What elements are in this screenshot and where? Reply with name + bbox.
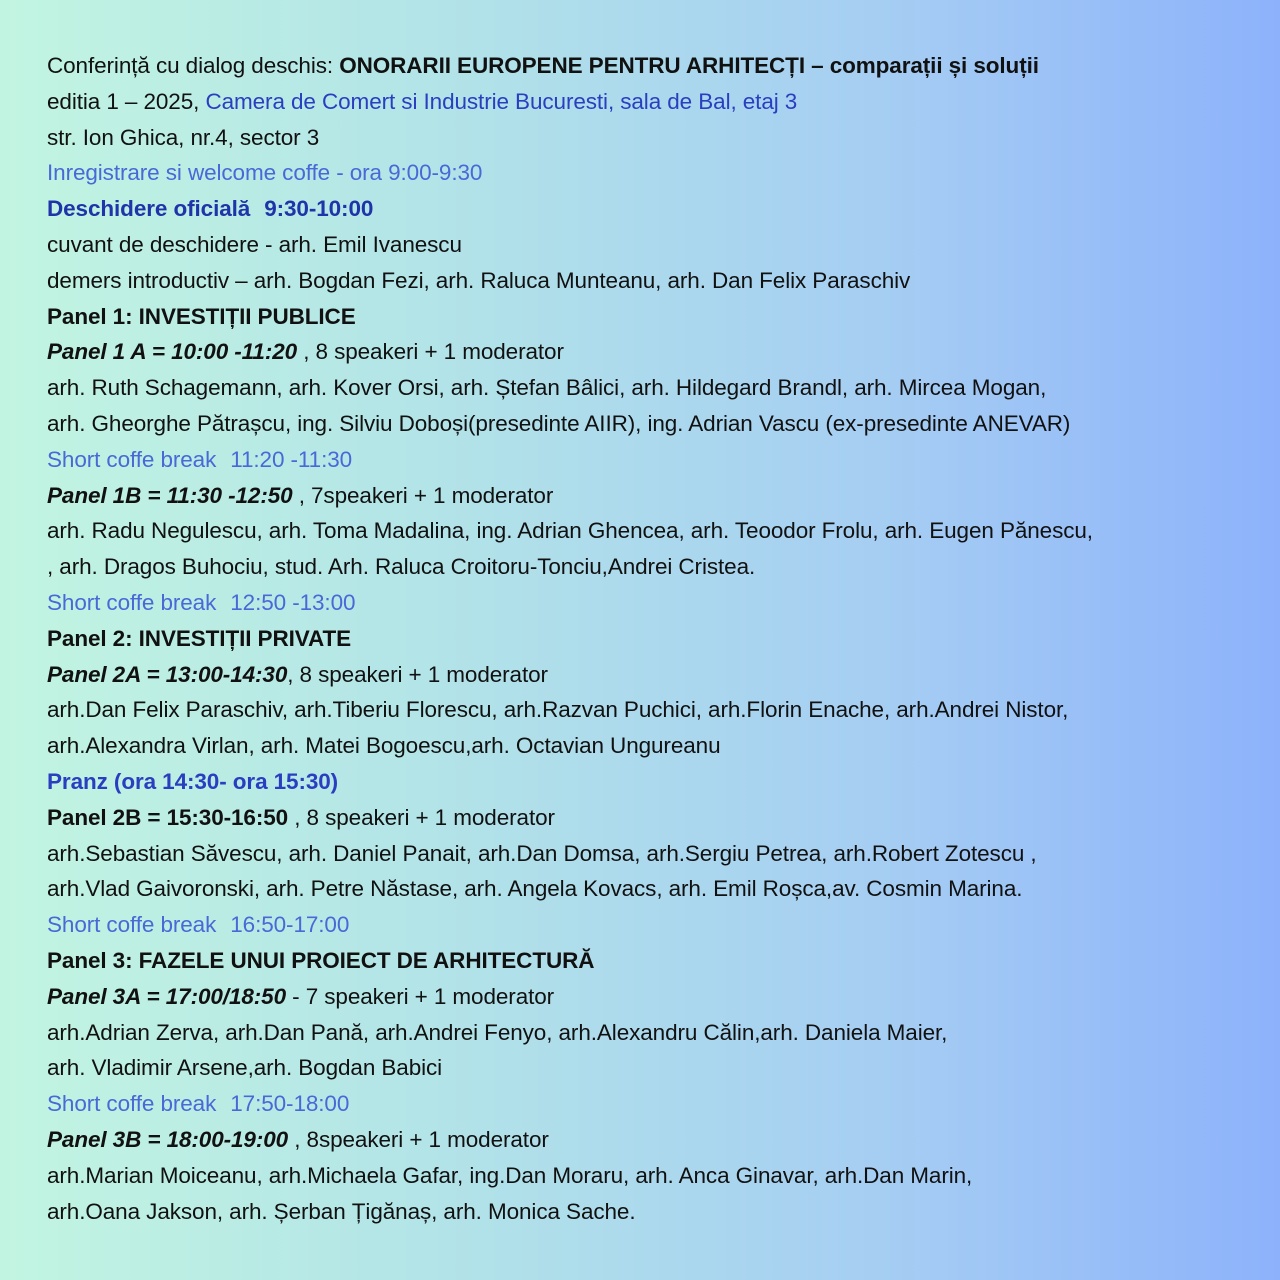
coffee-break [47,1086,1247,1122]
subpanel-line [47,979,1247,1015]
subpanel-detail: - 7 speakeri + 1 moderator [286,983,555,1009]
panel-heading: Panel 3: FAZELE UNUI PROIECT DE ARHITECTURĂ [47,947,595,973]
speakers-line: arh.Dan Felix Paraschiv, arh.Tiberiu Florescu, arh.Razvan Puchici, arh.Florin Enache, arh.Andrei Nistor, [47,697,1069,723]
speakers-line: , arh. Dragos Buhociu, stud. Arh. Raluca Croitoru-Tonciu,Andrei Cristea. [47,554,756,580]
speakers-line: arh. Gheorghe Pătrașcu, ing. Silviu Doboși(presedinte AIIR), ing. Adrian Vascu (ex-presedinte ANEVAR) [47,410,1071,436]
break-time: 17:50-18:00 [230,1091,350,1117]
subpanel-label: Panel 2B = 15:30-16:50 [47,804,289,830]
break-label: Short coffe break [47,446,217,472]
opening-intro: demers introductiv – arh. Bogdan Fezi, arh. Raluca Munteanu, arh. Dan Felix Paraschiv [47,267,911,293]
coffee-break [47,585,1247,621]
conference-prefix: Conferință cu dialog deschis: [47,53,334,78]
panel-heading: Panel 1: INVESTIȚII PUBLICE [47,303,356,329]
speakers-line: arh.Sebastian Săvescu, arh. Daniel Panait, arh.Dan Domsa, arh.Sergiu Petrea, arh.Robert Zotescu , [47,840,1037,866]
coffee-break [47,442,1247,478]
edition: editia 1 – 2025, [47,88,200,114]
opening-speech: cuvant de deschidere - arh. Emil Ivanescu [47,231,462,257]
edition-line [47,84,1247,120]
subpanel-label: Panel 1B = 11:30 -12:50 [47,482,293,508]
speakers-line: arh. Vladimir Arsene,arh. Bogdan Babici [47,1055,443,1081]
subpanel-detail: , 8 speakeri + 1 moderator [288,804,555,830]
subpanel-line [47,800,1247,836]
subpanel-line [47,1122,1247,1158]
subpanel-detail: , 8 speakeri + 1 moderator [287,661,548,687]
subpanel-label: Panel 3A = 17:00/18:50 [47,983,286,1009]
subpanel-label: Panel 3B = 18:00-19:00 [47,1126,289,1152]
speakers-line: arh.Marian Moiceanu, arh.Michaela Gafar, ing.Dan Moraru, arh. Anca Ginavar, arh.Dan Marin, [47,1162,973,1188]
conference-title: ONORARII EUROPENE PENTRU ARHITECȚI – comparații și soluții [339,53,1039,78]
speakers-line: arh.Alexandra Virlan, arh. Matei Bogoescu,arh. Octavian Ungureanu [47,733,721,759]
subpanel-line [47,478,1247,514]
speakers-line: arh.Vlad Gaivoronski, arh. Petre Năstase, arh. Angela Kovacs, arh. Emil Roșca,av. Cosmin Marina. [47,876,1023,902]
speakers-line: arh.Adrian Zerva, arh.Dan Pană, arh.Andrei Fenyo, arh.Alexandru Călin,arh. Daniela Maier, [47,1019,948,1045]
conference-title-line [47,48,1247,84]
break-time: 11:20 -11:30 [230,446,353,472]
panel-heading: Panel 2: INVESTIȚII PRIVATE [47,625,352,651]
subpanel-detail: , 8 speakeri + 1 moderator [297,339,564,365]
break-label: Short coffe break [47,1091,217,1117]
break-time: 16:50-17:00 [230,912,350,938]
conference-program [47,48,1247,1229]
subpanel-detail: , 8speakeri + 1 moderator [288,1126,549,1152]
subpanel-label: Panel 2A = 13:00-14:30 [47,661,288,687]
subpanel-detail: , 7speakeri + 1 moderator [292,482,554,508]
speakers-line: arh.Oana Jakson, arh. Șerban Țigănaș, arh. Monica Sache. [47,1198,636,1224]
subpanel-line [47,657,1247,693]
lunch-break: Pranz (ora 14:30- ora 15:30) [47,768,339,794]
registration: Inregistrare si welcome coffe - ora 9:00-9:30 [47,160,483,186]
subpanel-label: Panel 1 A = 10:00 -11:20 [47,339,298,365]
break-label: Short coffe break [47,589,217,615]
address: str. Ion Ghica, nr.4, sector 3 [47,124,320,150]
break-label: Short coffe break [47,912,217,938]
opening-time: 9:30-10:00 [264,196,374,222]
speakers-line: arh. Ruth Schagemann, arh. Kover Orsi, arh. Ștefan Bâlici, arh. Hildegard Brandl, arh. Mircea Mogan, [47,375,1047,401]
coffee-break [47,907,1247,943]
speakers-line: arh. Radu Negulescu, arh. Toma Madalina, ing. Adrian Ghencea, arh. Teoodor Frolu, arh. Eugen Pănescu, [47,518,1093,544]
break-time: 12:50 -13:00 [230,589,356,615]
opening-line [47,191,1247,227]
venue: Camera de Comert si Industrie Bucuresti, sala de Bal, etaj 3 [205,88,798,114]
subpanel-line [47,334,1247,370]
opening-label: Deschidere oficială [47,196,251,222]
